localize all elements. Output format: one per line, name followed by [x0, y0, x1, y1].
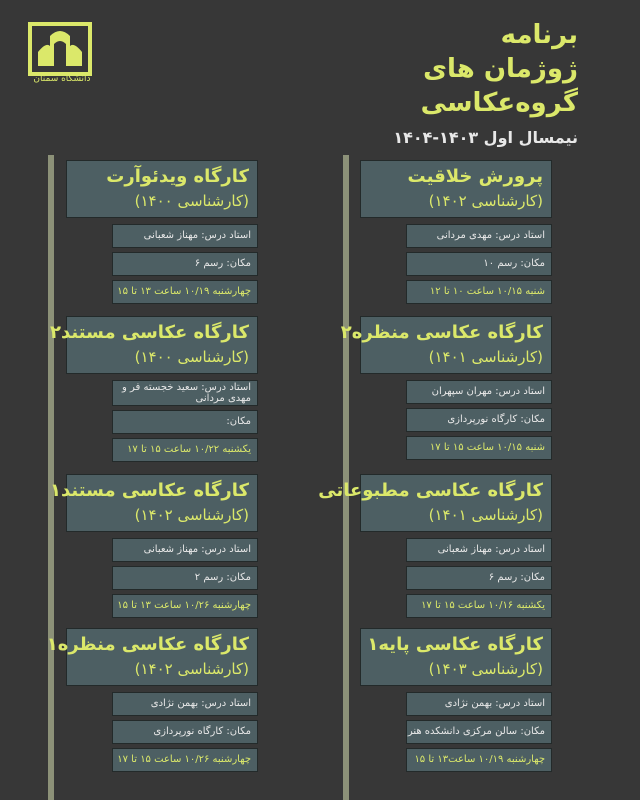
course-degree: (کارشناسی ۱۴۰۰) [134, 192, 249, 210]
course-title-box [50, 316, 258, 374]
course-degree: (کارشناسی ۱۴۰۳) [428, 660, 543, 678]
course-degree: (کارشناسی ۱۴۰۱) [428, 506, 543, 524]
course-time: چهارشنبه ۱۰/۱۹ ساعت ۱۳ تا ۱۵ [112, 280, 258, 304]
course-teacher: استاد درس: مهناز شعبانی [112, 224, 258, 248]
course-degree: (کارشناسی ۱۴۰۲) [134, 660, 249, 678]
course-place: مکان: کارگاه نورپردازی [112, 720, 258, 744]
course-degree: (کارشناسی ۱۴۰۰) [134, 348, 249, 366]
header-title-line2: ژوژمان های [423, 54, 578, 84]
course-place: مکان: [112, 410, 258, 434]
course-teacher: استاد درس: سعید خجسته فر و مهدی مردانی [112, 380, 258, 406]
header-title-line3: گروه‌عکاسی [420, 88, 578, 118]
course-place: مکان: رسم ۶ [406, 566, 552, 590]
course-time: شنبه ۱۰/۱۵ ساعت ۱۰ تا ۱۲ [406, 280, 552, 304]
course-degree: (کارشناسی ۱۴۰۱) [428, 348, 543, 366]
course-place: مکان: کارگاه نورپردازی [406, 408, 552, 432]
course-teacher: استاد درس: مهران سپهران [406, 380, 552, 404]
course-name: کارگاه عکاسی مستند۲ [50, 322, 249, 343]
course-name: پرورش خلاقیت [407, 166, 543, 187]
course-teacher: استاد درس: بهمن نژادی [406, 692, 552, 716]
course-title-box [66, 160, 258, 218]
semester-label: نیمسال اول ۱۴۰۳-۱۴۰۴ [393, 128, 578, 147]
course-degree: (کارشناسی ۱۴۰۲) [428, 192, 543, 210]
course-time: یکشنبه ۱۰/۱۶ ساعت ۱۵ تا ۱۷ [406, 594, 552, 618]
course-degree: (کارشناسی ۱۴۰۲) [134, 506, 249, 524]
course-time: چهارشنبه ۱۰/۲۶ ساعت ۱۵ تا ۱۷ [112, 748, 258, 772]
course-place: مکان: رسم ۱۰ [406, 252, 552, 276]
course-place: مکان: رسم ۲ [112, 566, 258, 590]
logo-caption: دانشگاه سمنان [33, 74, 91, 84]
course-place: مکان: سالن مرکزی دانشکده هنر [406, 720, 552, 744]
course-teacher: استاد درس: مهناز شعبانی [406, 538, 552, 562]
course-time: شنبه ۱۰/۱۵ ساعت ۱۵ تا ۱۷ [406, 436, 552, 460]
course-teacher: استاد درس: مهناز شعبانی [112, 538, 258, 562]
course-teacher: استاد درس: مهدی مردانی [406, 224, 552, 248]
course-name: کارگاه عکاسی مستند۱ [50, 480, 249, 501]
header [278, 18, 578, 152]
course-name: کارگاه عکاسی پایه۱ [367, 634, 543, 655]
course-name: کارگاه عکاسی منظره۱ [46, 634, 249, 655]
course-teacher: استاد درس: بهمن نژادی [112, 692, 258, 716]
course-place: مکان: رسم ۶ [112, 252, 258, 276]
course-name: کارگاه عکاسی مطبوعاتی [318, 480, 543, 501]
course-time: یکشنبه ۱۰/۲۲ ساعت ۱۵ تا ۱۷ [112, 438, 258, 462]
course-time: چهارشنبه ۱۰/۲۶ ساعت ۱۳ تا ۱۵ [112, 594, 258, 618]
course-title-box [46, 628, 258, 686]
course-name: کارگاه ویدئوآرت [106, 166, 249, 187]
course-title-box [50, 474, 258, 532]
course-time: چهارشنبه ۱۰/۱۹ ساعت۱۳ تا ۱۵ [406, 748, 552, 772]
course-title-box [360, 160, 552, 218]
course-title-box [360, 628, 552, 686]
course-name: کارگاه عکاسی منظره۲ [340, 322, 543, 343]
course-title-box [340, 316, 552, 374]
course-title-box [318, 474, 552, 532]
header-title-line1: برنامه [500, 20, 578, 50]
